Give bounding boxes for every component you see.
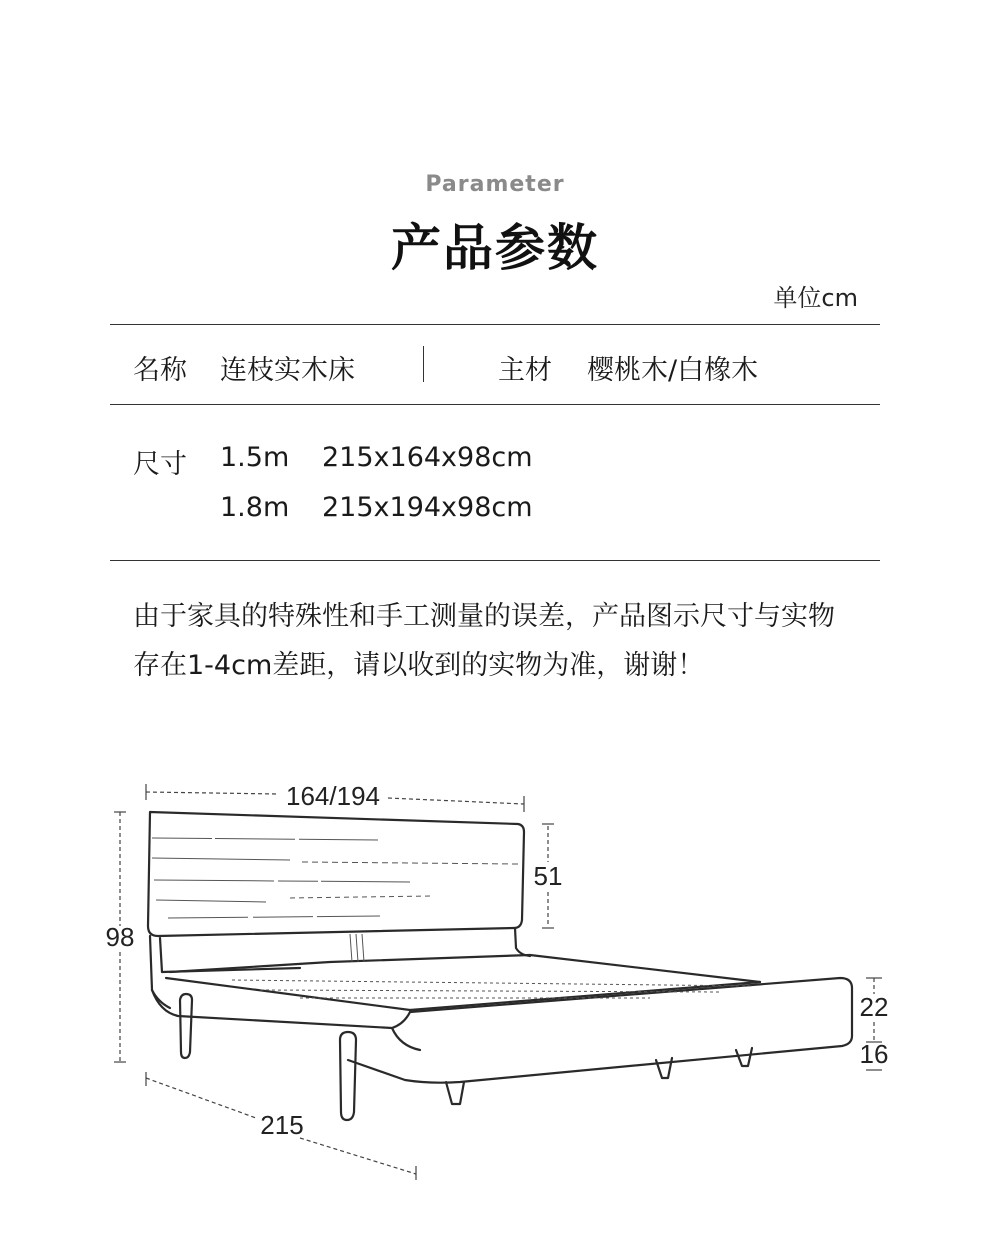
front-right-leg	[446, 1082, 464, 1104]
size-dims-1: 215x164x98cm	[322, 442, 533, 473]
name-value: 连枝实木床	[220, 355, 355, 386]
frame-dimension-label: 22	[859, 992, 889, 1022]
headboard-dimension-label: 51	[533, 861, 563, 891]
size-label: 尺寸	[133, 449, 187, 480]
disclaimer-line-2: 存在1-4cm差距，请以收到的实物为准，谢谢！	[133, 650, 705, 681]
back-right-leg	[736, 1048, 752, 1066]
back-left-leg	[180, 994, 192, 1058]
disclaimer-line-1: 由于家具的特殊性和手工测量的误差，产品图示尺寸与实物	[133, 601, 835, 632]
page-title: 产品参数	[391, 219, 599, 277]
eyebrow-label: Parameter	[425, 172, 565, 197]
height-dimension-label: 98	[105, 922, 135, 952]
length-dimension-label: 215	[260, 1110, 304, 1140]
size-width-2: 1.8m	[220, 492, 290, 523]
front-left-leg	[340, 1032, 356, 1120]
size-width-1: 1.5m	[220, 442, 290, 473]
material-label: 主材	[498, 355, 552, 386]
mid-right-leg	[656, 1058, 672, 1078]
unit-note: 单位cm	[773, 284, 858, 312]
name-label: 名称	[133, 355, 187, 386]
width-dimension-label: 164/194	[286, 781, 380, 811]
size-dims-2: 215x194x98cm	[322, 492, 533, 523]
material-value: 樱桃木/白橡木	[587, 355, 759, 386]
leg-dimension-label: 16	[859, 1039, 889, 1069]
